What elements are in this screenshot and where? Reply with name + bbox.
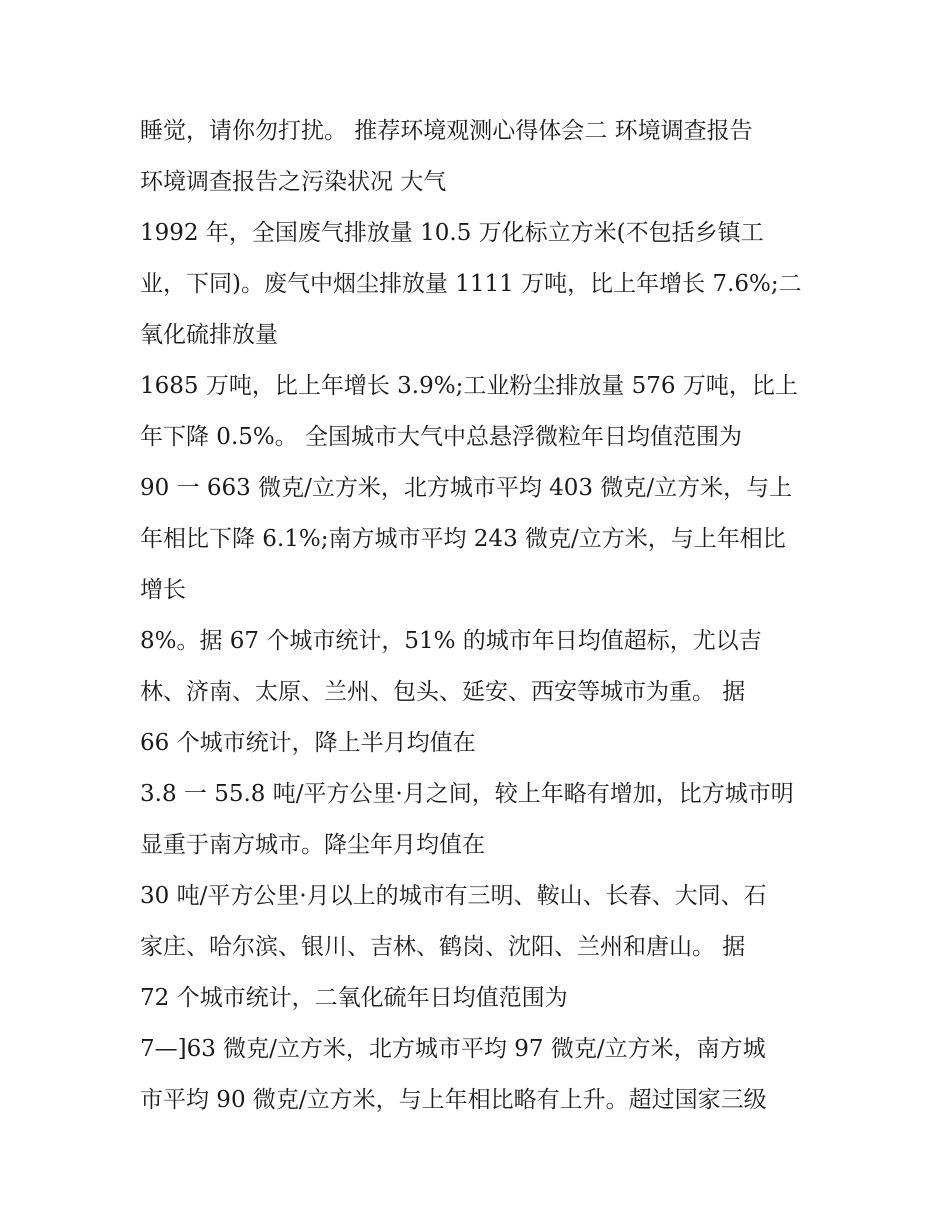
- text-line-2: 环境调查报告之污染状况 大气: [140, 169, 447, 195]
- text-line-16: 30 吨/平方公里·月以上的城市有三明、鞍山、长春、大同、石: [140, 883, 767, 909]
- text-line-17: 家庄、哈尔滨、银川、吉林、鹤岗、沈阳、兰州和唐山。 据: [140, 934, 746, 960]
- text-line-13: 66 个城市统计，降上半月均值在: [140, 730, 476, 756]
- text-line-5: 氧化硫排放量: [140, 322, 278, 348]
- text-line-6: 1685 万吨，比上年增长 3.9%;工业粉尘排放量 576 万吨，比上: [140, 373, 798, 399]
- text-line-11: 8%。据 67 个城市统计，51% 的城市年日均值超标，尤以吉: [140, 628, 762, 654]
- text-line-1: 睡觉，请你勿打扰。 推荐环境观测心得体会二 环境调查报告: [140, 118, 753, 144]
- text-line-19: 7—]63 微克/立方米，北方城市平均 97 微克/立方米，南方城: [140, 1036, 766, 1062]
- text-line-15: 显重于南方城市。降尘年月均值在: [140, 832, 485, 858]
- text-line-14: 3.8 一 55.8 吨/平方公里·月之间，较上年略有增加，比方城市明: [140, 781, 794, 807]
- text-line-18: 72 个城市统计，二氧化硫年日均值范围为: [140, 985, 568, 1011]
- text-line-4: 业，下同)。废气中烟尘排放量 1111 万吨，比上年增长 7.6%;二: [140, 271, 802, 297]
- text-line-12: 林、济南、太原、兰州、包头、延安、西安等城市为重。 据: [140, 679, 746, 705]
- text-line-10: 增长: [140, 577, 186, 603]
- text-line-9: 年相比下降 6.1%;南方城市平均 243 微克/立方米，与上年相比: [140, 526, 786, 552]
- text-line-8: 90 一 663 微克/立方米，北方城市平均 403 微克/立方米，与上: [140, 475, 793, 501]
- body-text: [140, 106, 830, 1126]
- text-line-3: 1992 年，全国废气排放量 10.5 万化标立方米(不包括乡镇工: [140, 220, 764, 246]
- text-line-7: 年下降 0.5%。 全国城市大气中总悬浮微粒年日均值范围为: [140, 424, 743, 450]
- text-line-20: 市平均 90 微克/立方米，与上年相比略有上升。超过国家三级: [140, 1087, 767, 1113]
